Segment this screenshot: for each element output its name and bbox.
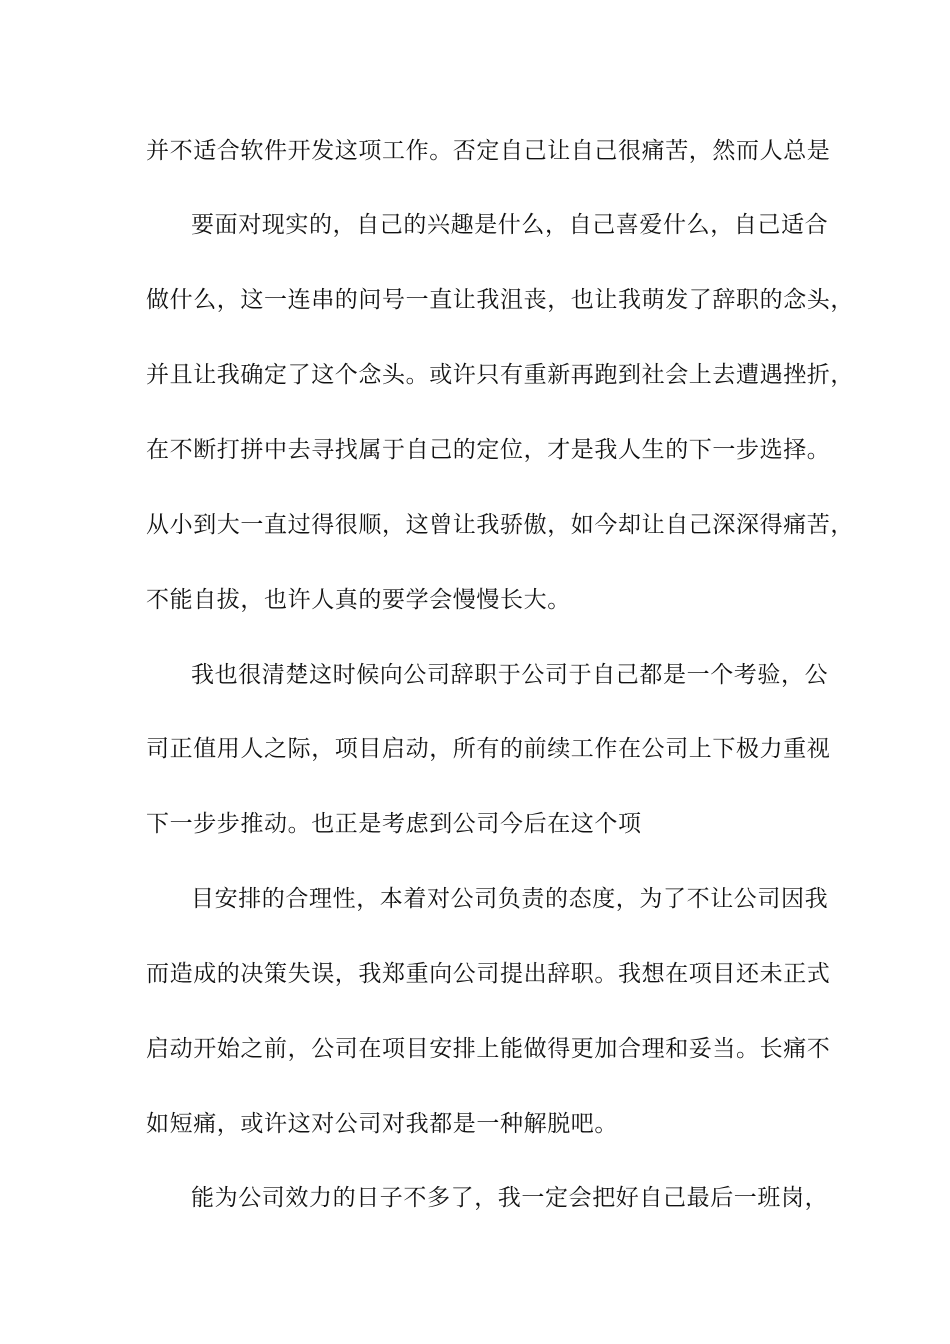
text-line-3: 做什么，这一连串的问号一直让我沮丧，也让我萌发了辞职的念头， [146, 287, 854, 313]
text-line-2: 要面对现实的，自己的兴趣是什么，自己喜爱什么，自己适合 [191, 212, 829, 238]
text-line-13: 启动开始之前，公司在项目安排上能做得更加合理和妥当。长痛不 [146, 1036, 831, 1062]
text-line-9: 司正值用人之际，项目启动，所有的前续工作在公司上下极力重视 [146, 736, 831, 762]
text-line-7: 不能自拔，也许人真的要学会慢慢长大。 [146, 587, 571, 613]
text-line-14: 如短痛，或许这对公司对我都是一种解脱吧。 [146, 1111, 618, 1137]
text-line-11: 目安排的合理性，本着对公司负责的态度，为了不让公司因我 [191, 886, 829, 912]
text-line-15: 能为公司效力的日子不多了，我一定会把好自己最后一班岗， [191, 1185, 829, 1211]
text-line-12: 而造成的决策失误，我郑重向公司提出辞职。我想在项目还未正式 [146, 961, 831, 987]
text-line-6: 从小到大一直过得很顺，这曾让我骄傲，如今却让自己深深得痛苦， [146, 512, 854, 538]
text-line-10: 下一步步推动。也正是考虑到公司今后在这个项 [146, 811, 642, 837]
text-line-1: 并不适合软件开发这项工作。否定自己让自己很痛苦，然而人总是 [146, 138, 831, 164]
text-line-8: 我也很清楚这时候向公司辞职于公司于自己都是一个考验，公 [191, 662, 829, 688]
text-line-5: 在不断打拼中去寻找属于自己的定位，才是我人生的下一步选择。 [146, 437, 831, 463]
text-line-4: 并且让我确定了这个念头。或许只有重新再跑到社会上去遭遇挫折， [146, 362, 854, 388]
